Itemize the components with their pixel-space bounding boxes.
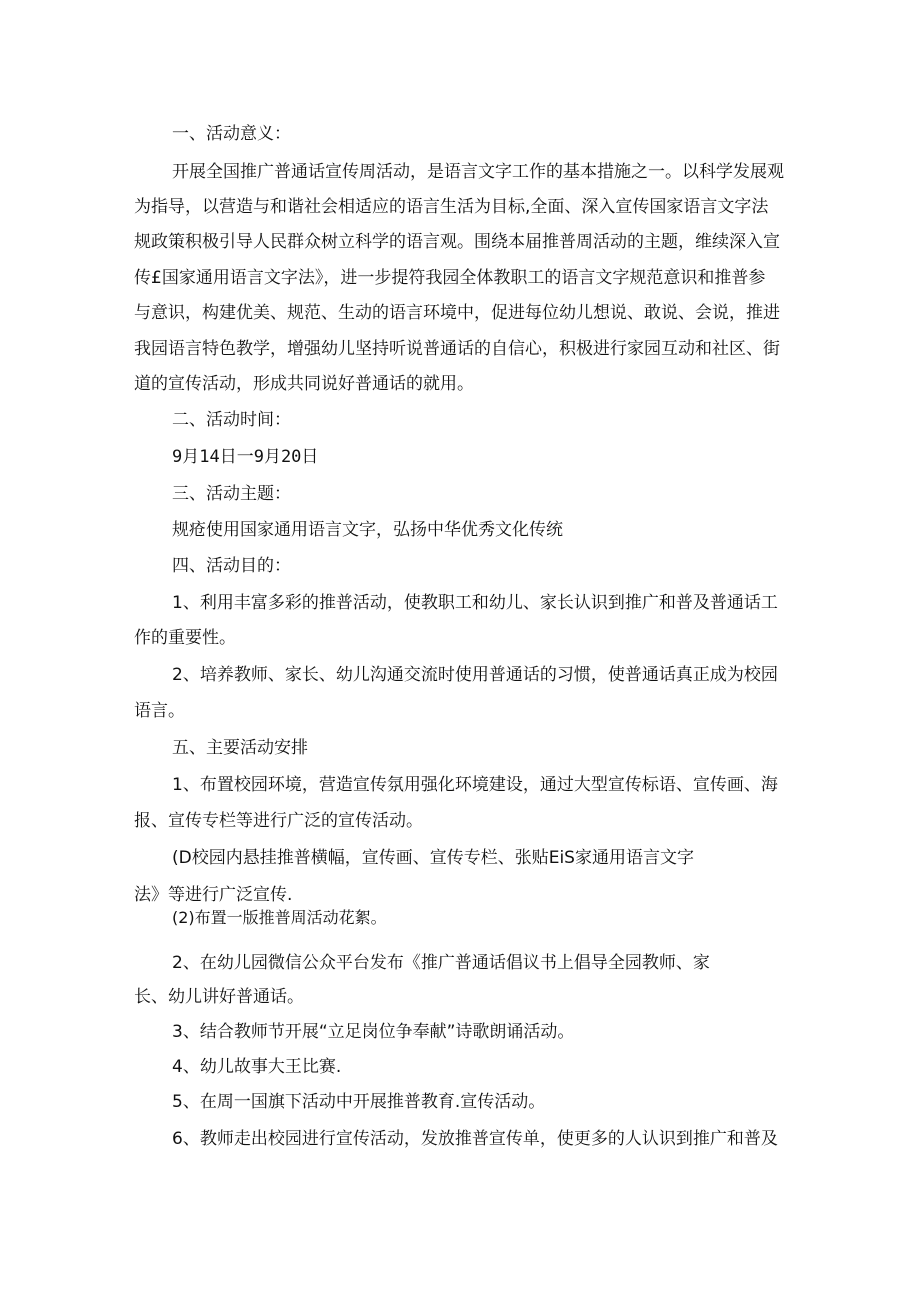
list-item: 3、结合教师节开展“立足岗位争奉献”诗歌朗诵活动。 <box>172 1022 575 1042</box>
sub-item: (2)布置一版推普周活动花絮。 <box>172 908 387 927</box>
activity-theme: 规疮使用国家通用语言文字，弘扬中华优秀文化传统 <box>172 520 563 540</box>
paragraph-line: 道的宣传活动，形成共同说好普通话的就用。 <box>134 374 474 394</box>
list-item-continued: 语言。 <box>134 701 185 721</box>
list-item: 6、教师走出校园进行宣传活动，发放推普宣传单，使更多的人认识到推广和普及 <box>172 1129 778 1149</box>
section-4-heading: 四、活动目的： <box>172 556 291 576</box>
sub-item-continued: 法》等进行广泛宣传. <box>134 885 293 905</box>
paragraph-line: 传£国家通用语言文字法》，进一步提符我园全体教职工的语言文字规范意识和推普参 <box>134 268 766 288</box>
list-item: 2、在幼儿园微信公众平台发布《推广普通话倡议书上倡导全园教师、家 <box>172 953 710 973</box>
list-item-continued: 长、幼儿讲好普通话。 <box>134 987 304 1007</box>
paragraph-line: 为指导，以营造与和谐社会相适应的语言生活为目标,全面、深入宣传国家语言文字法 <box>134 197 769 217</box>
section-2-heading: 二、活动时间： <box>172 410 291 430</box>
section-1-heading: 一、活动意义： <box>172 124 291 144</box>
section-3-heading: 三、活动主题： <box>172 484 291 504</box>
list-item: 2、培养教师、家长、幼儿沟通交流时使用普通话的习惯，使普通话真正成为校园 <box>172 665 778 685</box>
list-item: 1、布置校园环境，营造宣传氛用强化环境建设，通过大型宣传标语、宣传画、海 <box>172 775 778 795</box>
paragraph-line: 开展全国推广普通话宣传周活动，是语言文字工作的基本措施之一。以科学发展观 <box>172 162 784 182</box>
list-item: 5、在周一国旗下活动中开展推普教育.宣传活动。 <box>172 1092 546 1112</box>
paragraph-line: 规政策积极引导人民群众树立科学的语言观。围绕本届推普周活动的主题，维续深入宣 <box>134 232 780 252</box>
list-item: 1、利用丰富多彩的推普活动，使教职工和幼儿、家长认识到推广和普及普通话工 <box>172 593 778 613</box>
activity-dates: 9月14日一9月20日 <box>172 447 319 467</box>
paragraph-line: 与意识，构建优美、规范、生动的语言环境中，促进每位幼儿想说、敢说、会说，推进 <box>134 303 780 323</box>
list-item: 4、幼儿故事大王比赛. <box>172 1057 342 1077</box>
paragraph-line: 我园语言特色教学，增强幼儿坚持听说普通话的自信心，积极进行家园互动和社区、街 <box>134 339 780 359</box>
sub-item: (D校园内悬挂推普横幅，宣传画、宣传专栏、张贴EiS家通用语言文字 <box>172 848 694 868</box>
section-5-heading: 五、主要活动安排 <box>172 738 308 758</box>
list-item-continued: 报、宣传专栏等进行广泛的宣传活动。 <box>134 811 423 831</box>
list-item-continued: 作的重要性。 <box>134 628 236 648</box>
